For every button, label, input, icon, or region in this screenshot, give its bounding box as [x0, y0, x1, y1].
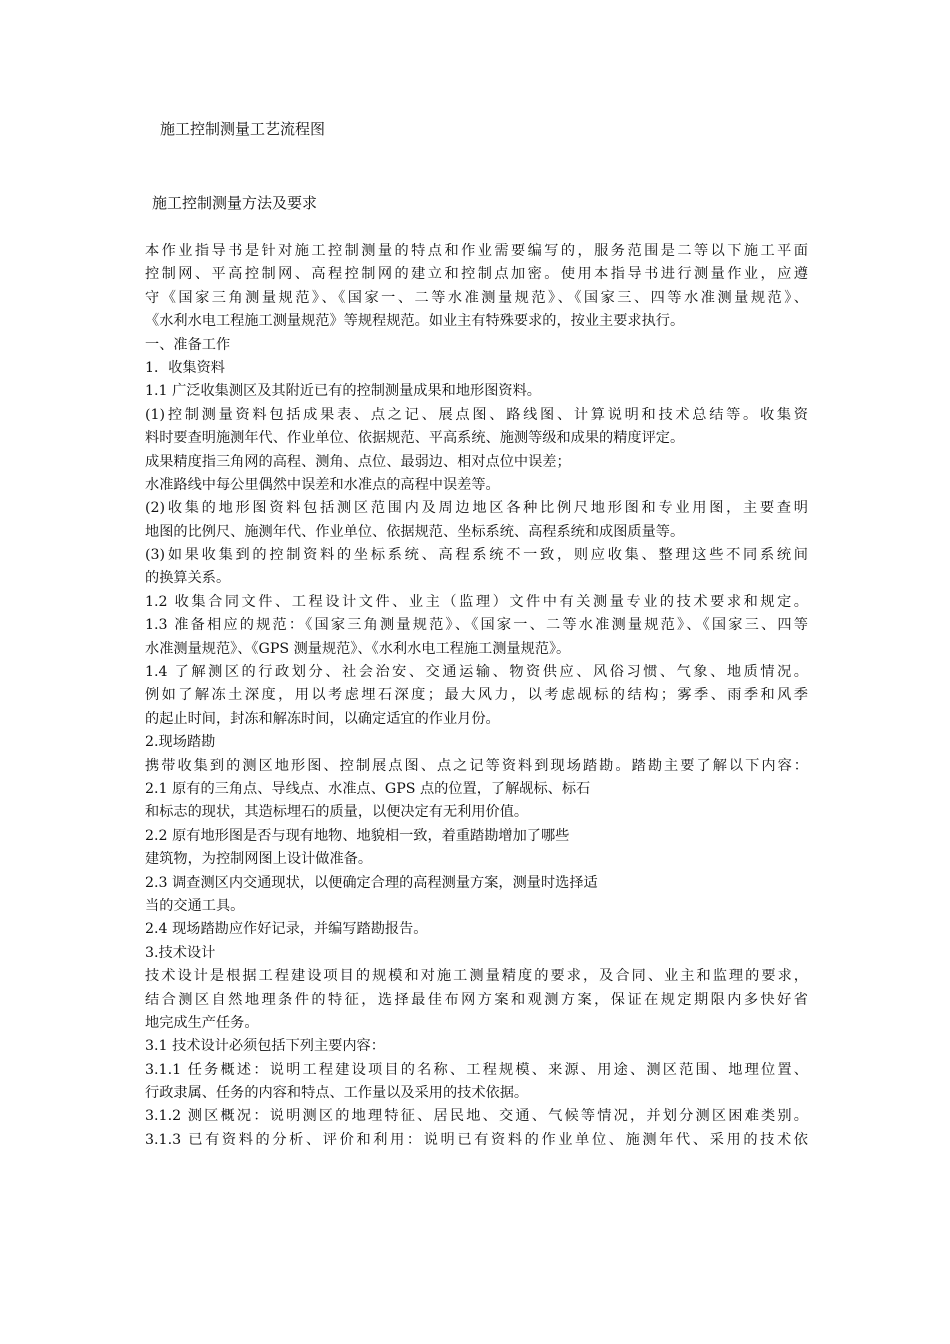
text-line: 《水利水电工程施工测量规范》等规程规范。如业主有特殊要求的，按业主要求执行。 [145, 313, 685, 330]
text-line: 技术设计是根据工程建设项目的规模和对施工测量精度的要求，及合同、业主和监理的要求， [145, 968, 808, 985]
flowchart-title: 施工控制测量工艺流程图 [160, 120, 326, 138]
text-line: 例如了解冻土深度，用以考虑埋石深度；最大风力，以考虑觇标的结构；雾季、雨季和风季 [145, 687, 808, 704]
text-line: 1.4 了解测区的行政划分、社会治安、交通运输、物资供应、风俗习惯、气象、地质情况。 [145, 664, 808, 681]
text-line: 成果精度指三角网的高程、测角、点位、最弱边、相对点位中误差； [145, 453, 571, 470]
text-line: 携带收集到的测区地形图、控制展点图、点之记等资料到现场踏勘。踏勘主要了解以下内容： [145, 757, 808, 774]
text-line: 控制网、平高控制网、高程控制网的建立和控制点加密。使用本指导书进行测量作业，应遵 [145, 266, 808, 283]
text-line: 3.技术设计 [145, 944, 216, 961]
text-line: (1)控制测量资料包括成果表、点之记、展点图、路线图、计算说明和技术总结等。收集资 [145, 406, 808, 423]
text-line: 1.1 广泛收集测区及其附近已有的控制测量成果和地形图资料。 [145, 383, 541, 400]
text-line: 本作业指导书是针对施工控制测量的特点和作业需要编写的，服务范围是二等以下施工平面 [145, 243, 808, 259]
text-line: 2.现场踏勘 [145, 734, 216, 751]
text-line: 结合测区自然地理条件的特征，选择最佳布网方案和观测方案，保证在规定期限内多快好省 [145, 991, 808, 1008]
text-line: 2.4 现场踏勘应作好记录，并编写踏勘报告。 [145, 921, 428, 938]
text-line: 和标志的现状，其造标埋石的质量，以便决定有无利用价值。 [145, 804, 529, 821]
body-text [145, 240, 808, 1152]
text-line: 当的交通工具。 [145, 897, 245, 914]
text-line: 3.1.2 测区概况：说明测区的地理特征、居民地、交通、气候等情况，并划分测区困难类别。 [145, 1108, 808, 1125]
text-line: 2.2 原有地形图是否与现有地物、地貌相一致，着重踏勘增加了哪些 [145, 827, 570, 844]
text-line: 2.1 原有的三角点、导线点、水准点、GPS 点的位置，了解觇标、标石 [145, 780, 591, 797]
text-line: (2)收集的地形图资料包括测区范围内及周边地区各种比例尺地形图和专业用图，主要查明 [145, 500, 808, 517]
text-line: 行政隶属、任务的内容和特点、工作量以及采用的技术依据。 [145, 1085, 529, 1102]
text-line: 1．收集资料 [145, 359, 225, 376]
text-line: 3.1 技术设计必须包括下列主要内容： [145, 1038, 385, 1055]
text-line: 的起止时间，封冻和解冻时间，以确定适宜的作业月份。 [145, 710, 500, 727]
text-line: 1.2 收集合同文件、工程设计文件、业主（监理）文件中有关测量专业的技术要求和规定。 [145, 593, 808, 610]
text-line: 3.1.3 已有资料的分析、评价和利用：说明已有资料的作业单位、施测年代、采用的技术依 [145, 1131, 808, 1148]
text-line: 地图的比例尺、施测年代、作业单位、依据规范、坐标系统、高程系统和成图质量等。 [145, 523, 685, 540]
text-line: 的换算关系。 [145, 570, 231, 587]
text-line: 料时要查明施测年代、作业单位、依据规范、平高系统、施测等级和成果的精度评定。 [145, 430, 685, 447]
text-line: 水准路线中每公里偶然中误差和水准点的高程中误差等。 [145, 476, 500, 493]
text-line: 守《国家三角测量规范》、《国家一、二等水准测量规范》、《国家三、四等水准测量规范》、 [145, 289, 808, 306]
text-line: 一、准备工作 [145, 336, 231, 353]
text-line: 建筑物，为控制网图上设计做准备。 [145, 851, 373, 868]
text-line: 1.3 准备相应的规范：《国家三角测量规范》、《国家一、二等水准测量规范》、《国家三、四等 [145, 617, 808, 634]
text-line: 2.3 调查测区内交通现状，以便确定合理的高程测量方案，测量时选择适 [145, 874, 598, 891]
text-line: 水准测量规范》、《GPS 测量规范》、《水利水电工程施工测量规范》。 [145, 640, 571, 657]
section-title: 施工控制测量方法及要求 [152, 194, 318, 212]
text-line: (3)如果收集到的控制资料的坐标系统、高程系统不一致，则应收集、整理这些不同系统间 [145, 547, 808, 564]
text-line: 地完成生产任务。 [145, 1014, 259, 1031]
text-line: 3.1.1 任务概述：说明工程建设项目的名称、工程规模、来源、用途、测区范围、地理位置、 [145, 1061, 808, 1078]
